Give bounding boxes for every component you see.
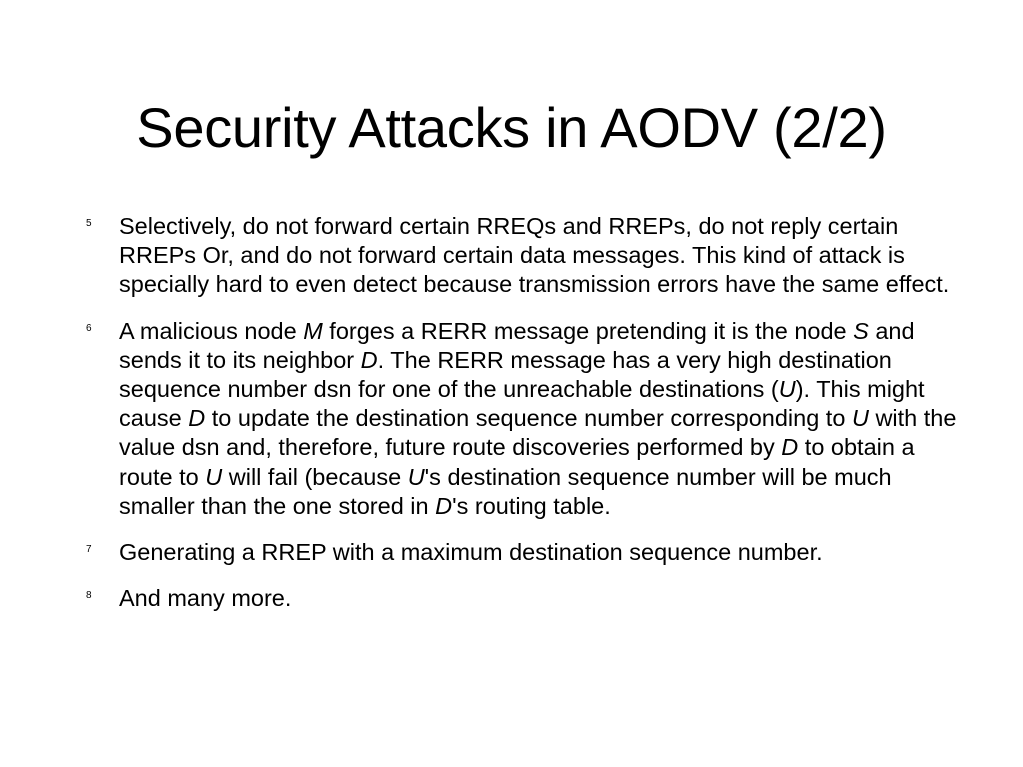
bullet-variable: U (778, 376, 796, 403)
bullet-text-segment: 's routing table. (452, 492, 611, 519)
bullet-variable: D (360, 346, 378, 373)
bullet-marker: 8 (86, 590, 92, 602)
bullet-marker: 6 (86, 322, 92, 334)
bullet-variable: D (435, 492, 453, 519)
bullet-text (119, 317, 963, 521)
bullet-text-segment: Generating a RREP with a maximum destination sequence number. (119, 539, 823, 566)
bullet-variable: S (853, 317, 869, 344)
bullet-text-segment: to update the destination sequence number corresponding to (205, 405, 852, 432)
bullet-text-segment: will fail (because (222, 463, 408, 490)
slide-title: Security Attacks in AODV (2/2) (136, 96, 887, 159)
bullet-text-segment: 's destination sequence number will be much smaller than the one stored in (119, 463, 892, 519)
bullet-item (0, 584, 1023, 613)
bullet-variable: U (407, 463, 425, 490)
bullet-item (0, 317, 1023, 521)
bullet-variable: U (205, 463, 223, 490)
bullet-text-segment: . The RERR message has a very high destination sequence number dsn for one of the unreachable destinations ( (119, 346, 892, 403)
bullet-variable: D (781, 434, 799, 461)
bullet-item (0, 538, 1023, 567)
bullet-variable: M (303, 317, 323, 344)
bullet-text-segment: forges a RERR message pretending it is the node (322, 317, 854, 344)
bullet-list (0, 212, 1023, 630)
bullet-text-segment: And many more. (119, 585, 292, 612)
bullet-text-segment: to obtain a route to (119, 434, 915, 490)
bullet-variable: U (851, 405, 869, 432)
bullet-text (119, 538, 963, 567)
bullet-text-segment: Selectively, do not forward certain RREQs and RREPs, do not reply certain RREPs Or, and do not forward certain data messages. This kind of attack is specially hard to even detect because transmission errors have the same effect. (119, 213, 950, 298)
bullet-text (119, 212, 963, 300)
bullet-text (119, 584, 963, 613)
bullet-item (0, 212, 1023, 300)
bullet-text-segment: with the value dsn and, therefore, future route discoveries performed by (119, 405, 957, 461)
bullet-text-segment: A malicious node (119, 317, 304, 344)
bullet-variable: D (188, 405, 206, 432)
bullet-text-segment: ). This might cause (119, 376, 925, 432)
bullet-text-segment: and sends it to its neighbor (119, 317, 915, 373)
bullet-marker: 5 (86, 218, 92, 229)
bullet-marker: 7 (86, 544, 92, 556)
